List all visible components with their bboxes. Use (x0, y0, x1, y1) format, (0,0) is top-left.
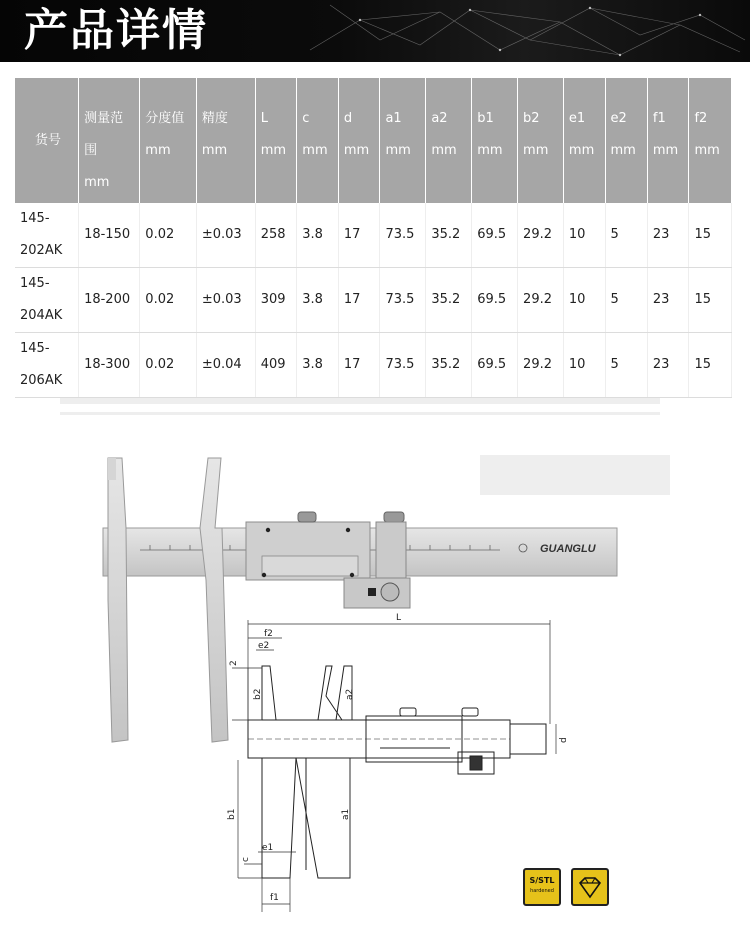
background-texture (60, 398, 670, 495)
header-cell: e2 mm (605, 78, 647, 203)
model-cell: 145- 206AK (15, 333, 79, 398)
page-title: 产品详情 (24, 5, 208, 56)
table-cell: 409 (255, 333, 297, 398)
table-cell: 17 (338, 333, 380, 398)
table-cell: 3.8 (297, 268, 339, 333)
table-cell: 5 (605, 333, 647, 398)
table-cell: 35.2 (426, 333, 472, 398)
header-cell: 货号 (15, 78, 79, 203)
diamond-badge (571, 868, 609, 906)
table-cell: 69.5 (472, 333, 518, 398)
header-cell: 测量范围 mm (79, 78, 140, 203)
table-cell: 73.5 (380, 333, 426, 398)
table-cell: 0.02 (140, 268, 197, 333)
dimension-lines (232, 620, 556, 912)
header-cell: e1 mm (563, 78, 605, 203)
table-cell: 18-300 (79, 333, 140, 398)
dim-label-a2: a2 (345, 688, 355, 700)
table-row (15, 268, 732, 333)
header-cell: L mm (255, 78, 297, 203)
dim-label-z: 2 (229, 660, 239, 666)
table-cell: 0.02 (140, 203, 197, 268)
sliding-jaw (200, 458, 228, 742)
table-cell: 29.2 (518, 268, 564, 333)
header-cell: b2 mm (518, 78, 564, 203)
table-cell: 23 (647, 268, 689, 333)
header-cell: a1 mm (380, 78, 426, 203)
table-cell: 23 (647, 203, 689, 268)
fine-adjust (344, 578, 410, 608)
table-cell: 10 (563, 268, 605, 333)
header-cell: c mm (297, 78, 339, 203)
table-cell: 73.5 (380, 203, 426, 268)
network-decoration (300, 0, 750, 62)
dim-label-f1: f1 (270, 893, 279, 903)
header-cell: f1 mm (647, 78, 689, 203)
header-cell: 分度值 mm (140, 78, 197, 203)
lock-screw (298, 512, 316, 522)
table-cell: 69.5 (472, 268, 518, 333)
table-row (15, 203, 732, 268)
header-cell: d mm (338, 78, 380, 203)
table-cell: 23 (647, 333, 689, 398)
technical-drawing (248, 666, 546, 878)
dim-label-e2: e2 (258, 641, 270, 651)
table-cell: 15 (689, 333, 732, 398)
model-cell: 145- 202AK (15, 203, 79, 268)
table-cell: 5 (605, 203, 647, 268)
dim-label-b2: b2 (253, 688, 263, 700)
header-cell: b1 mm (472, 78, 518, 203)
table-cell: 258 (255, 203, 297, 268)
dim-label-a1: a1 (341, 808, 351, 820)
table-cell: 10 (563, 203, 605, 268)
table-cell: 15 (689, 268, 732, 333)
brand-label: GUANGLU (540, 543, 596, 555)
hardened-badge: S/STL hardened (523, 868, 561, 906)
dim-label-f2: f2 (264, 629, 273, 639)
table-cell: ±0.04 (196, 333, 255, 398)
table-cell: 5 (605, 268, 647, 333)
table-cell: 17 (338, 203, 380, 268)
table-cell: 3.8 (297, 203, 339, 268)
fixed-jaw (108, 458, 128, 742)
model-cell: 145- 204AK (15, 268, 79, 333)
table-cell: 35.2 (426, 268, 472, 333)
table-cell: 10 (563, 333, 605, 398)
table-cell: 18-150 (79, 203, 140, 268)
table-cell: 17 (338, 268, 380, 333)
table-cell: ±0.03 (196, 268, 255, 333)
dim-label-L: L (396, 613, 402, 623)
table-cell: 18-200 (79, 268, 140, 333)
header-cell: a2 mm (426, 78, 472, 203)
table-cell: 3.8 (297, 333, 339, 398)
table-cell: 29.2 (518, 333, 564, 398)
caliper-figure (0, 370, 750, 946)
table-cell: 73.5 (380, 268, 426, 333)
dim-label-e1: e1 (262, 843, 274, 853)
header-cell: 精度 mm (196, 78, 255, 203)
table-cell: ±0.03 (196, 203, 255, 268)
header-banner (0, 0, 750, 62)
table-cell: 15 (689, 203, 732, 268)
dim-label-c: c (241, 857, 251, 862)
table-header-row (15, 78, 732, 203)
diamond-icon (573, 870, 607, 904)
dim-label-d: d (559, 737, 569, 743)
caliper-photo (103, 458, 617, 742)
table-cell: 309 (255, 268, 297, 333)
table-cell: 69.5 (472, 203, 518, 268)
header-cell: f2 mm (689, 78, 732, 203)
table-cell: 29.2 (518, 203, 564, 268)
table-cell: 35.2 (426, 203, 472, 268)
dim-label-b1: b1 (227, 808, 237, 820)
spec-table (15, 78, 732, 398)
table-cell: 0.02 (140, 333, 197, 398)
